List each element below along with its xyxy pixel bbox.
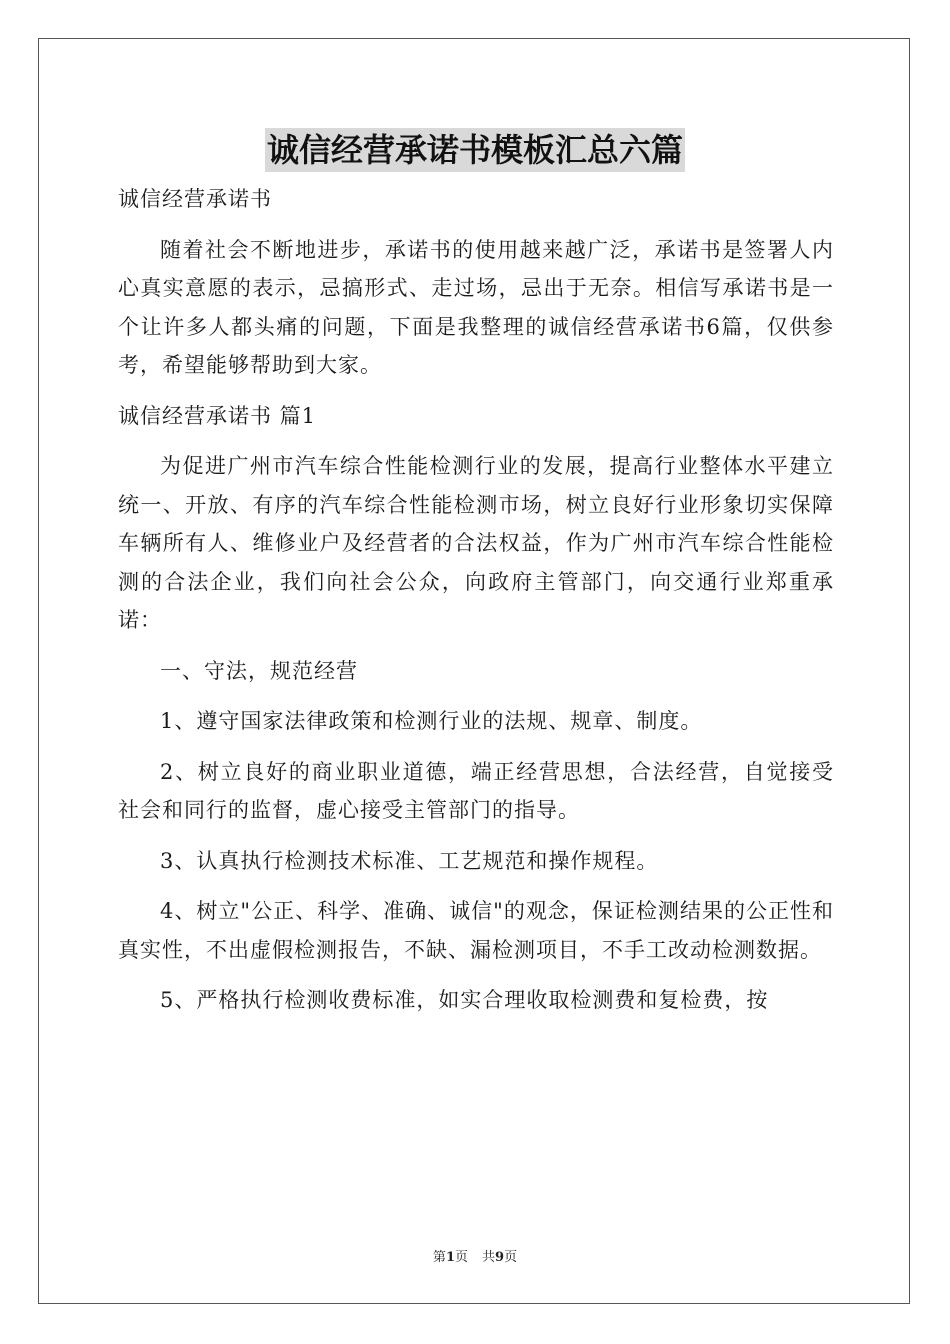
total-prefix: 共 [482,1250,496,1265]
document-body [118,180,834,1020]
page-prefix: 第 [432,1250,446,1265]
list-item: 1、遵守国家法律政策和检测行业的法规、规章、制度。 [160,709,703,733]
section-heading: 诚信经营承诺书 篇1 [118,403,317,428]
body-paragraph: 为促进广州市汽车综合性能检测行业的发展，提高行业整体水平建立统一、开放、有序的汽车综合性能检测市场，树立良好行业形象切实保障车辆所有人、维修业户及经营者的合法权益，作为广州市汽车综合性能检测的合法企业，我们向社会公众，向政府主管部门，向交通行业郑重承诺： [118,454,834,632]
list-item: 3、认真执行检测技术标准、工艺规范和操作规程。 [160,848,659,873]
total-suffix: 页 [504,1250,518,1265]
intro-paragraph: 随着社会不断地进步，承诺书的使用越来越广泛，承诺书是签署人内心真实意愿的表示，忌搞形式、走过场，忌出于无奈。相信写承诺书是一个让许多人都头痛的问题，下面是我整理的诚信经营承诺书6篇，仅供参考，希望能够帮助到大家。 [118,237,834,377]
page-suffix: 页 [454,1250,468,1265]
list-item: 5、严格执行检测收费标准，如实合理收取检测费和复检费，按 [160,988,769,1012]
list-heading: 一、守法，规范经营 [160,658,358,683]
page-number: 1 [445,1250,455,1265]
section-heading: 诚信经营承诺书 [118,187,272,211]
title-container [0,128,950,172]
page-total: 9 [495,1250,505,1265]
page-footer [0,1246,950,1265]
document-title: 诚信经营承诺书模板汇总六篇 [265,128,685,172]
list-item: 4、树立"公正、科学、准确、诚信"的观念，保证检测结果的公正性和真实性，不出虚假检测报告，不缺、漏检测项目，不手工改动检测数据。 [118,899,834,962]
list-item: 2、树立良好的商业职业道德，端正经营思想，合法经营，自觉接受社会和同行的监督，虚心接受主管部门的指导。 [118,759,834,822]
